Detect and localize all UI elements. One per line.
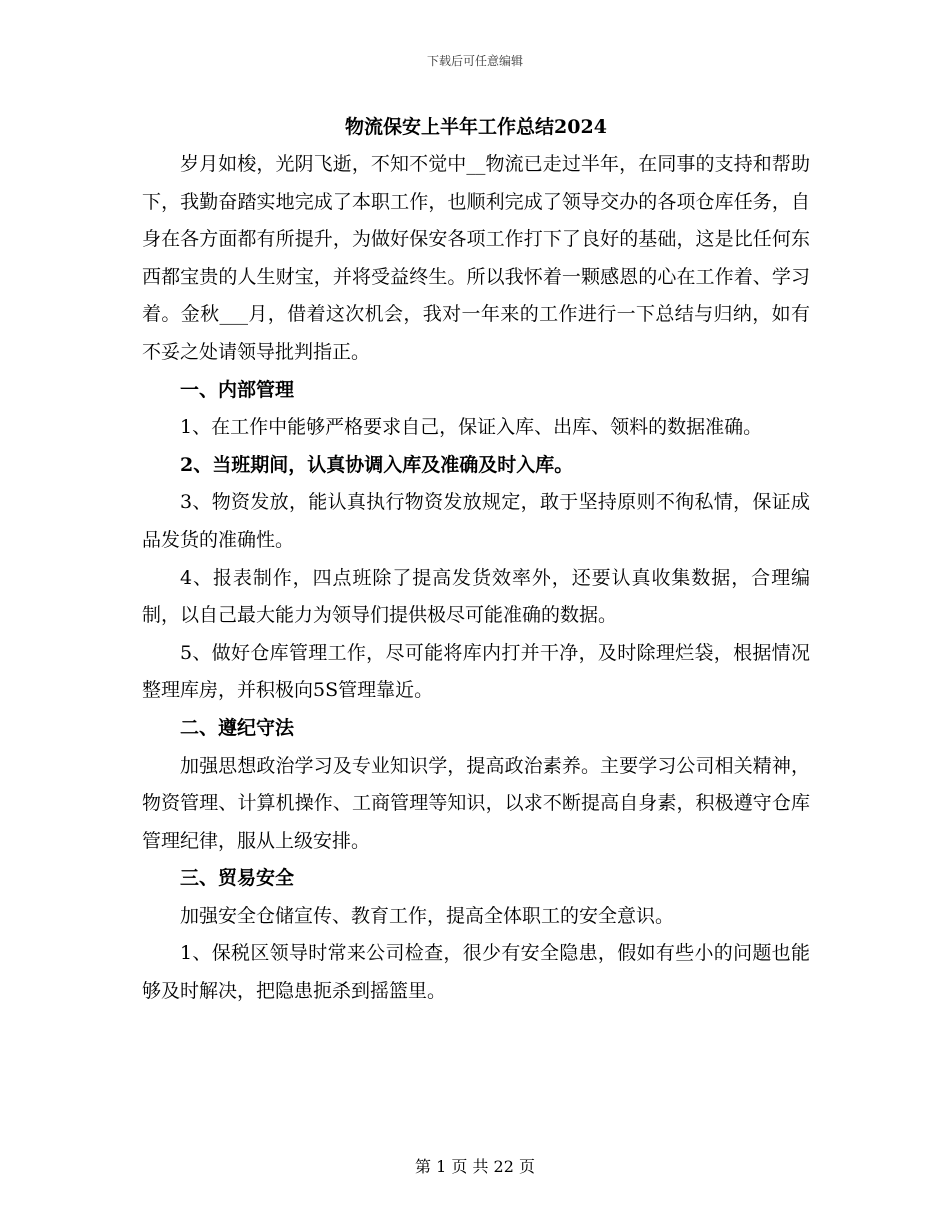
page-footer: 第 1 页 共 22 页 (415, 1157, 535, 1176)
paragraph-item: 1、在工作中能够严格要求自己，保证入库、出库、领料的数据准确。 (180, 416, 763, 439)
paragraph-item: 4、报表制作，四点班除了提高发货效率外，还要认真收集数据，合理编制，以自己最大能力为领导们提供极尽可能准确的数据。 (142, 566, 810, 627)
paragraph-item: 加强安全仓储宣传、教育工作，提高全体职工的安全意识。 (180, 904, 675, 927)
paragraph-item: 1、保税区领导时常来公司检查，很少有安全隐患，假如有些小的问题也能够及时解决，把隐患扼杀到摇篮里。 (142, 942, 810, 1003)
document-title: 物流保安上半年工作总结2024 (345, 116, 607, 138)
intro-paragraph: 岁月如梭，光阴飞逝，不知不觉中__物流已走过半年，在同事的支持和帮助下，我勤奋踏实地完成了本职工作，也顺利完成了领导交办的各项仓库任务，自身在各方面都有所提升，为做好保安各项工作打下了良好的基础，这是比任何东西都宝贵的人生财宝，并将受益终生。所以我怀着一颗感恩的心在工作着、学习着。金秋___月，借着这次机会，我对一年来的工作进行一下总结与归纳，如有不妥之处请领导批判指正。 (142, 153, 810, 363)
page-header: 下载后可任意编辑 (426, 54, 523, 68)
section-heading-internal-management: 一、内部管理 (180, 378, 295, 401)
paragraph-item: 3、物资发放，能认真执行物资发放规定，敢于坚持原则不徇私情，保证成品发货的准确性。 (142, 491, 810, 551)
section-heading-discipline: 二、遵纪守法 (180, 716, 295, 739)
paragraph-item: 5、做好仓库管理工作，尽可能将库内打并干净，及时除理烂袋，根据情况整理库房，并积极向5S管理靠近。 (142, 641, 810, 702)
section-heading-trade-safety: 三、贸易安全 (180, 867, 295, 890)
paragraph-item: 加强思想政治学习及专业知识学，提高政治素养。主要学习公司相关精神，物资管理、计算机操作、工商管理等知识，以求不断提高自身素，积极遵守仓库管理纪律，服从上级安排。 (142, 754, 810, 852)
document-body (142, 108, 810, 1011)
bold-item-heading: 2、当班期间，认真协调入库及准确及时入库。 (180, 453, 574, 476)
